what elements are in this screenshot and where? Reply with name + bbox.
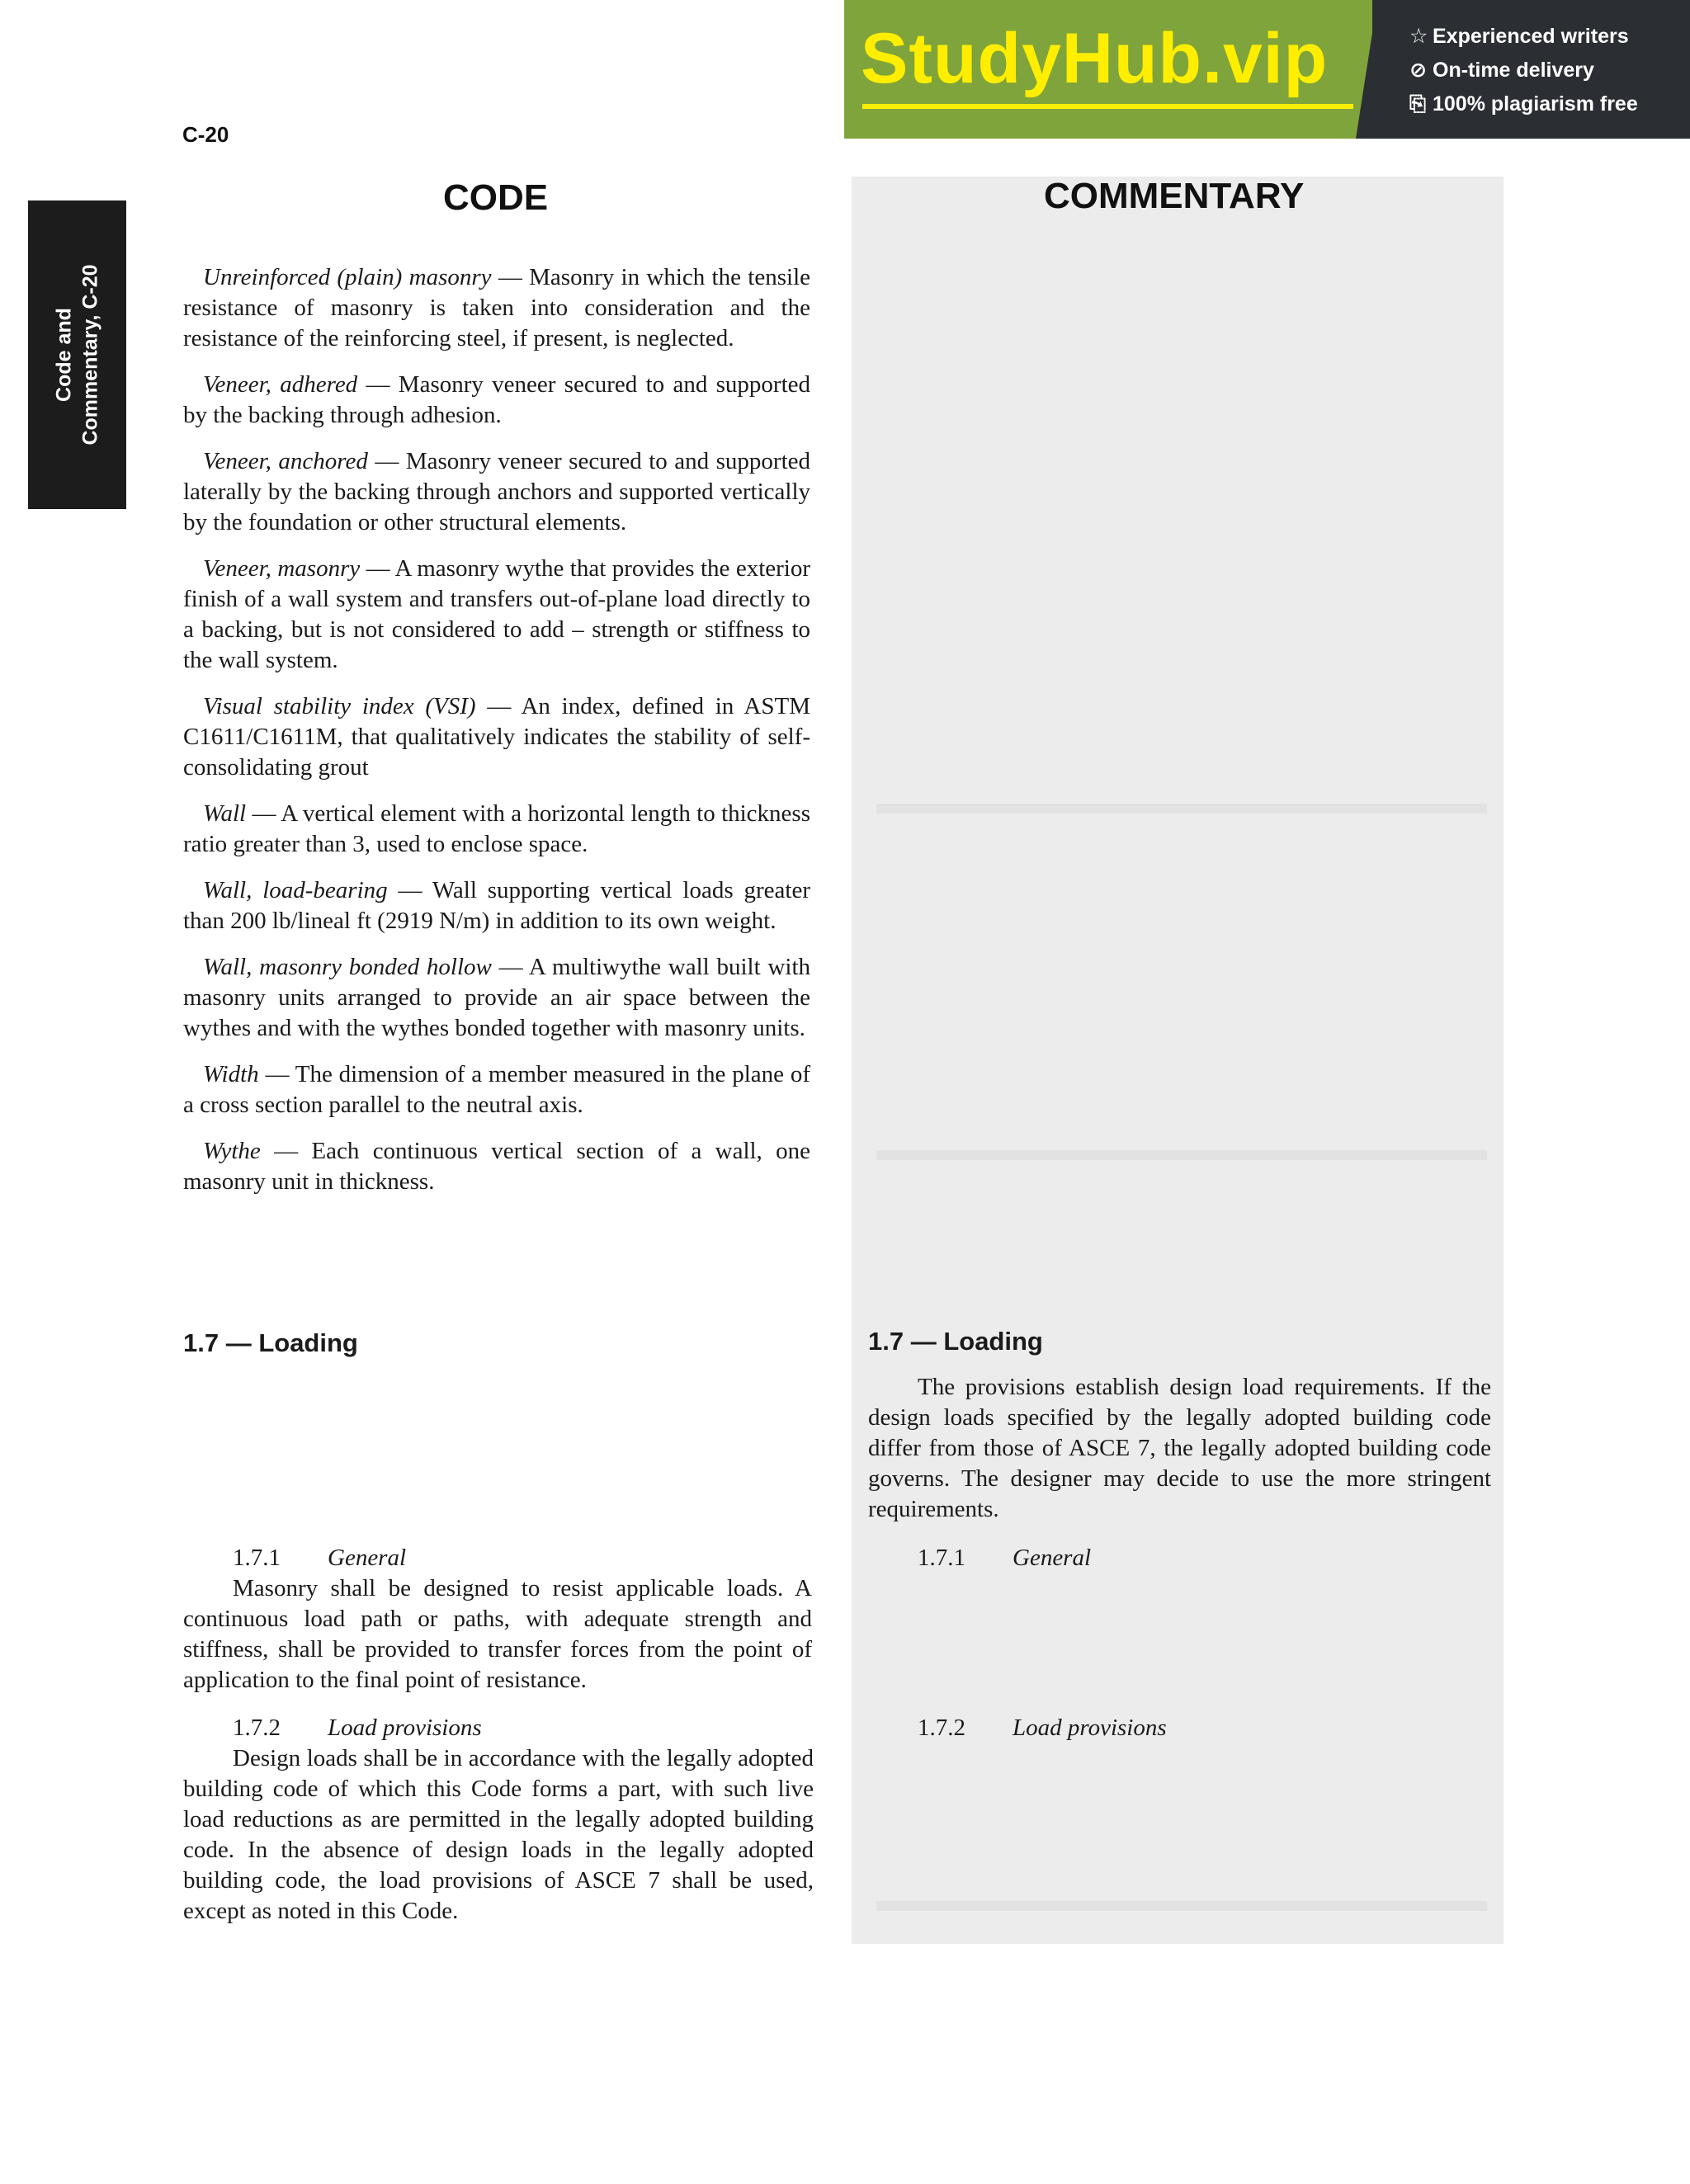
definition-term: Visual stability index (VSI) [203,693,476,719]
definition-text: Masonry veneer secured to and supported by the backing through adhesion. [183,371,810,428]
definition-item: Veneer, masonry — A masonry wythe that provides the exterior finish of a wall system and transfers out-of-plane load directly to a backing, but is not considered to add – strength or stiffness to the wall system. [183,555,811,673]
code-definitions [183,262,810,1213]
definition-term: Unreinforced (plain) masonry [203,264,492,290]
commentary-subsection-heading: 1.7.2 Load provisions [918,1715,1167,1741]
panel-divider [876,1150,1487,1160]
document-check-icon: ⎘ [1409,92,1427,116]
definition-term: Wall, masonry bonded hollow [203,954,492,980]
code-subsection-heading: 1.7.1 General [233,1545,407,1571]
definition-item: Unreinforced (plain) masonry — Masonry in which the tensile resistance of masonry is taken into consideration and the resistance of the reinforcing steel, if present, is neglected. [183,264,810,351]
commentary-subsection-2 [868,1713,1491,1743]
definition-text: The dimension of a member measured in the plane of a cross section parallel to the neutral axis. [183,1061,810,1118]
definition-item: Wall, load-bearing — Wall supporting vertical loads greater than 200 lb/lineal ft (2919 N/m) in addition to its own weight. [183,877,810,934]
banner-feature-delivery [1409,54,1638,87]
definition-item: Wythe — Each continuous vertical section of a wall, one masonry unit in thickness. [183,1138,810,1195]
clock-icon: ⊘ [1409,59,1427,82]
definition-term: Wall, load-bearing [203,877,388,903]
definition-term: Width [203,1061,259,1087]
side-tab-line-1: Code and [52,308,76,402]
banner-logo-underline [862,104,1353,109]
definition-term: Veneer, masonry [203,555,361,582]
definition-text: Masonry in which the tensile resistance of masonry is taken into consideration and the resistance of the reinforcing steel, if present, is neglected. [183,264,810,351]
definition-item: Visual stability index (VSI) — An index, defined in ASTM C1611/C1611M, that qualitatively indicates the stability of self-consolidating grout [183,693,810,781]
code-subsection-text: Masonry shall be designed to resist applicable loads. A continuous load path or paths, with adequate strength and stiffness, shall be provided to transfer forces from the point of application to the final point of resistance. [183,1575,812,1693]
definition-text: An index, defined in ASTM C1611/C1611M, that qualitatively indicates the stability of self-consolidating grout [183,693,810,781]
banner-feature-text: Experienced writers [1433,25,1629,48]
commentary-intro-text: The provisions establish design load requirements. If the design loads specified by the legally adopted building code differ from those of ASCE 7, the legally adopted building code governs. The designer may decide to use the more stringent requirements. [868,1374,1491,1522]
commentary-subsection-1 [868,1543,1491,1573]
definition-text: Each continuous vertical section of a wall, one masonry unit in thickness. [183,1138,810,1195]
side-tab [28,200,126,509]
banner-feature-writers [1409,20,1638,54]
definition-text: Wall supporting vertical loads greater than 200 lb/lineal ft (2919 N/m) in addition to its own weight. [183,877,810,934]
commentary-subsection-heading: 1.7.1 General [918,1545,1092,1571]
panel-divider [876,804,1487,814]
banner-feature-text: 100% plagiarism free [1433,92,1638,116]
code-subsection-2 [183,1713,814,1927]
commentary-heading: COMMENTARY [1044,176,1305,216]
definition-item: Wall, masonry bonded hollow — A multiwythe wall built with masonry units arranged to provide an air space between the wythes and with the wythes bonded together with masonry units. [183,954,810,1041]
code-heading: CODE [443,177,549,218]
panel-divider [876,1901,1487,1911]
definition-text: A masonry wythe that provides the exterior finish of a wall system and transfers out-of-plane load directly to a backing, but is not considered to add – strength or stiffness to the wall system. [183,555,811,673]
banner-features [1409,20,1638,121]
banner-feature-text: On-time delivery [1433,59,1594,82]
definition-item: Veneer, anchored — Masonry veneer secured to and supported laterally by the backing through anchors and supported vertically by the foundation or other structural elements. [183,448,810,535]
studyhub-banner[interactable] [844,0,1690,139]
definition-term: Wall [203,800,247,827]
code-section-heading: 1.7 — Loading [183,1328,358,1357]
code-subsection-text: Design loads shall be in accordance with the legally adopted building code of which this Code forms a part, with such live load reductions as are permitted in the legally adopted building code. In the absence of design loads in the legally adopted building code, the load provisions of ASCE 7 shall be used, except as noted in this Code. [183,1745,814,1924]
banner-logo[interactable]: StudyHub.vip [861,19,1329,98]
definition-item: Width — The dimension of a member measured in the plane of a cross section parallel to the neutral axis. [183,1061,810,1118]
definition-item: Wall — A vertical element with a horizontal length to thickness ratio greater than 3, used to enclose space. [183,800,810,857]
definition-term: Veneer, adhered [203,371,358,398]
code-subsection-heading: 1.7.2 Load provisions [233,1715,482,1741]
definition-term: Veneer, anchored [203,448,368,474]
side-tab-line-2: Commentary, C-20 [78,264,102,446]
definition-term: Wythe [203,1138,261,1164]
commentary-intro [868,1372,1491,1525]
definition-item: Veneer, adhered — Masonry veneer secured to and supported by the backing through adhesion. [183,371,810,428]
commentary-section-heading: 1.7 — Loading [868,1327,1043,1356]
definition-text: A vertical element with a horizontal length to thickness ratio greater than 3, used to enclose space. [183,800,810,857]
page-number-label: C-20 [182,122,229,147]
definition-text: Masonry veneer secured to and supported laterally by the backing through anchors and supported vertically by the foundation or other structural elements. [183,448,810,535]
commentary-panel [852,177,1504,1944]
star-icon: ☆ [1409,25,1428,48]
banner-feature-plagiarism [1409,87,1638,121]
definition-text: A multiwythe wall built with masonry units arranged to provide an air space between the wythes and with the wythes bonded together with masonry units. [183,954,810,1041]
code-subsection-1 [183,1543,812,1696]
side-tab-text [51,264,104,445]
